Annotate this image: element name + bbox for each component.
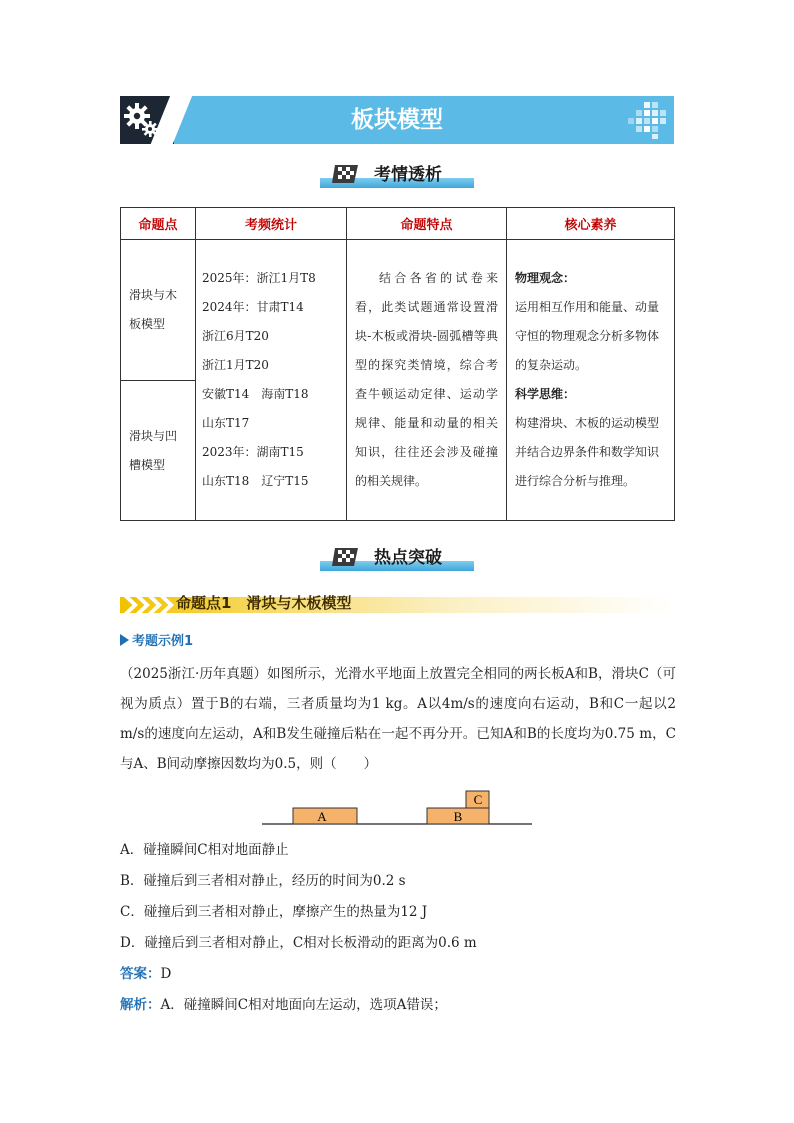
stat-line: 安徽T14 海南T18 bbox=[202, 387, 309, 401]
stat-line: 山东T18 辽宁T15 bbox=[202, 474, 309, 488]
stat-line: 浙江6月T20 bbox=[202, 329, 269, 343]
section-title: 考情透析 bbox=[374, 165, 442, 185]
pixel-decoration bbox=[614, 100, 668, 140]
header-cell: 考频统计 bbox=[196, 208, 347, 240]
title-banner bbox=[120, 96, 674, 144]
analysis-text: A．碰撞瞬间C相对地面向左运动，选项A错误； bbox=[160, 997, 447, 1013]
header-cell: 命题点 bbox=[121, 208, 196, 240]
question-text: （2025浙江·历年真题）如图所示，光滑水平地面上放置完全相同的两长板A和B，滑块C（可视为质点）置于B的右端，三者质量均为1 kg。A以4m/s的速度向右运动，B和C一起以2 m/s的速度向左运动，A和B发生碰撞后粘在一起不再分开。已知A和B的长度均为0.75 m，C与A、B间动摩擦因数均为0.5，则（ ） bbox=[120, 666, 676, 772]
stat-line: 浙江1月T20 bbox=[202, 358, 269, 372]
header-cell: 命题特点 bbox=[347, 208, 507, 240]
table-row bbox=[121, 240, 675, 381]
option-b: B．碰撞后到三者相对静止，经历的时间为0.2 s bbox=[120, 873, 406, 889]
answer-line bbox=[120, 964, 171, 984]
section-title: 热点突破 bbox=[374, 548, 442, 568]
answer-value: D bbox=[160, 966, 172, 982]
answer-label: 答案： bbox=[120, 966, 161, 982]
triangle-icon bbox=[120, 634, 129, 646]
checkered-flag-icon bbox=[332, 163, 362, 185]
topic-subheading bbox=[120, 591, 674, 617]
subheading-text: 命题点1 滑块与木板模型 bbox=[176, 594, 352, 612]
blocks-diagram bbox=[260, 788, 540, 830]
literacy-text: 构建滑块、木板的运动模型并结合边界条件和数学知识进行综合分析与推理。 bbox=[515, 416, 660, 488]
point-cell: 滑块与木板模型 bbox=[121, 240, 196, 381]
table-header-row bbox=[121, 208, 675, 240]
checkered-flag-icon bbox=[332, 546, 362, 568]
section-header-hot-topics bbox=[320, 543, 474, 575]
stats-cell bbox=[196, 240, 347, 521]
section-header-exam-analysis bbox=[320, 160, 474, 192]
literacy-label: 物理观念： bbox=[515, 271, 576, 285]
label-a: A bbox=[317, 809, 327, 824]
option-a: A．碰撞瞬间C相对地面静止 bbox=[120, 842, 289, 858]
label-c: C bbox=[473, 792, 483, 807]
option-c: C．碰撞后到三者相对静止，摩擦产生的热量为12 J bbox=[120, 904, 428, 920]
literacy-cell bbox=[507, 240, 675, 521]
header-cell: 核心素养 bbox=[507, 208, 675, 240]
stat-line: 山东T17 bbox=[202, 416, 250, 430]
example-label: 考题示例1 bbox=[120, 630, 193, 649]
label-b: B bbox=[453, 809, 463, 824]
analysis-label: 解析： bbox=[120, 997, 161, 1013]
exam-info-table bbox=[120, 207, 675, 521]
stat-line: 2024年：甘肃T14 bbox=[202, 300, 304, 314]
stat-line: 2023年：湖南T15 bbox=[202, 445, 304, 459]
literacy-text: 运用相互作用和能量、动量守恒的物理观念分析多物体的复杂运动。 bbox=[515, 300, 660, 372]
page-title: 板块模型 bbox=[351, 107, 443, 133]
point-cell: 滑块与凹槽模型 bbox=[121, 381, 196, 521]
features-cell: 结合各省的试卷来看，此类试题通常设置滑块-木板或滑块-圆弧槽等典型的探究类情境，综合考查牛顿运动定律、运动学规律、能量和动量的相关知识，往往还会涉及碰撞的相关规律。 bbox=[347, 240, 507, 521]
literacy-label: 科学思维： bbox=[515, 387, 576, 401]
stat-line: 2025年：浙江1月T8 bbox=[202, 271, 316, 285]
analysis-line bbox=[120, 995, 447, 1015]
option-d: D．碰撞后到三者相对静止，C相对长板滑动的距离为0.6 m bbox=[120, 935, 477, 951]
